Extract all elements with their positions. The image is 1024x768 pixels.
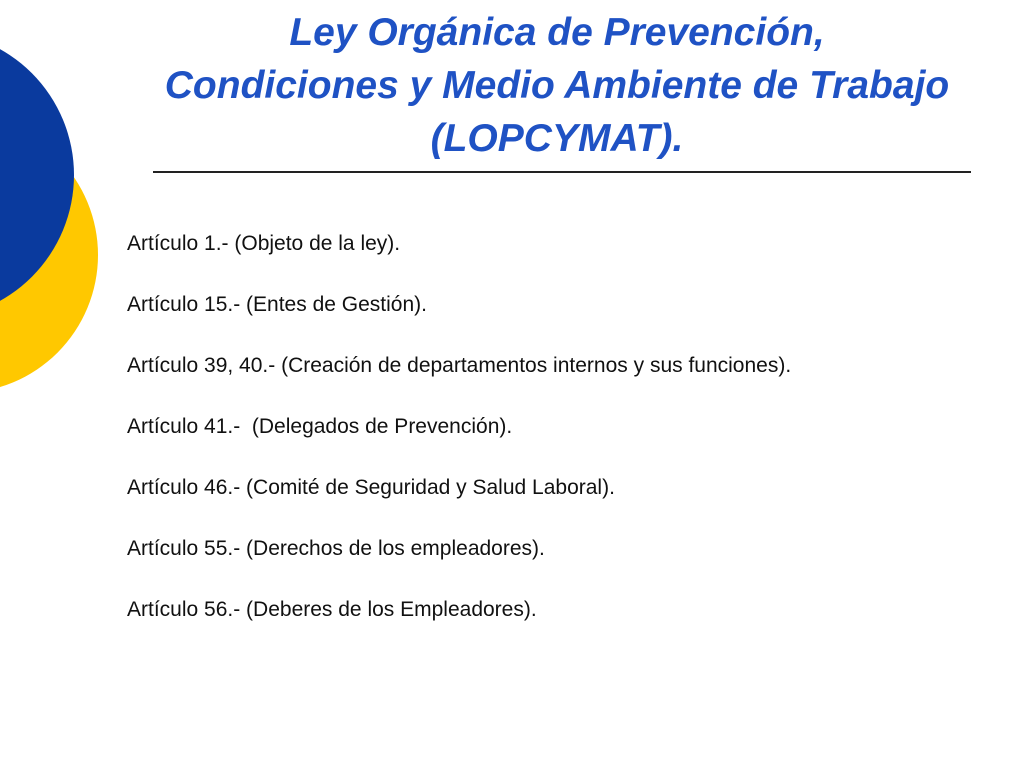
title-line-3: (LOPCYMAT). bbox=[430, 117, 684, 160]
title-divider bbox=[153, 171, 971, 173]
article-list bbox=[127, 229, 791, 656]
article-item-46: Artículo 46.- (Comité de Seguridad y Salud Laboral). bbox=[127, 476, 615, 499]
title-line-1: Ley Orgánica de Prevención, bbox=[289, 11, 825, 54]
article-item-15: Artículo 15.- (Entes de Gestión). bbox=[127, 293, 427, 316]
article-item-41: Artículo 41.- (Delegados de Prevención). bbox=[127, 415, 513, 438]
article-item-55: Artículo 55.- (Derechos de los empleadores). bbox=[127, 537, 545, 560]
article-item-39-40: Artículo 39, 40.- (Creación de departamentos internos y sus funciones). bbox=[127, 354, 792, 377]
slide-title bbox=[90, 6, 1024, 165]
article-item-56: Artículo 56.- (Deberes de los Empleadores). bbox=[127, 598, 537, 621]
title-line-2: Condiciones y Medio Ambiente de Trabajo bbox=[164, 64, 950, 107]
article-item-1: Artículo 1.- (Objeto de la ley). bbox=[127, 232, 401, 255]
